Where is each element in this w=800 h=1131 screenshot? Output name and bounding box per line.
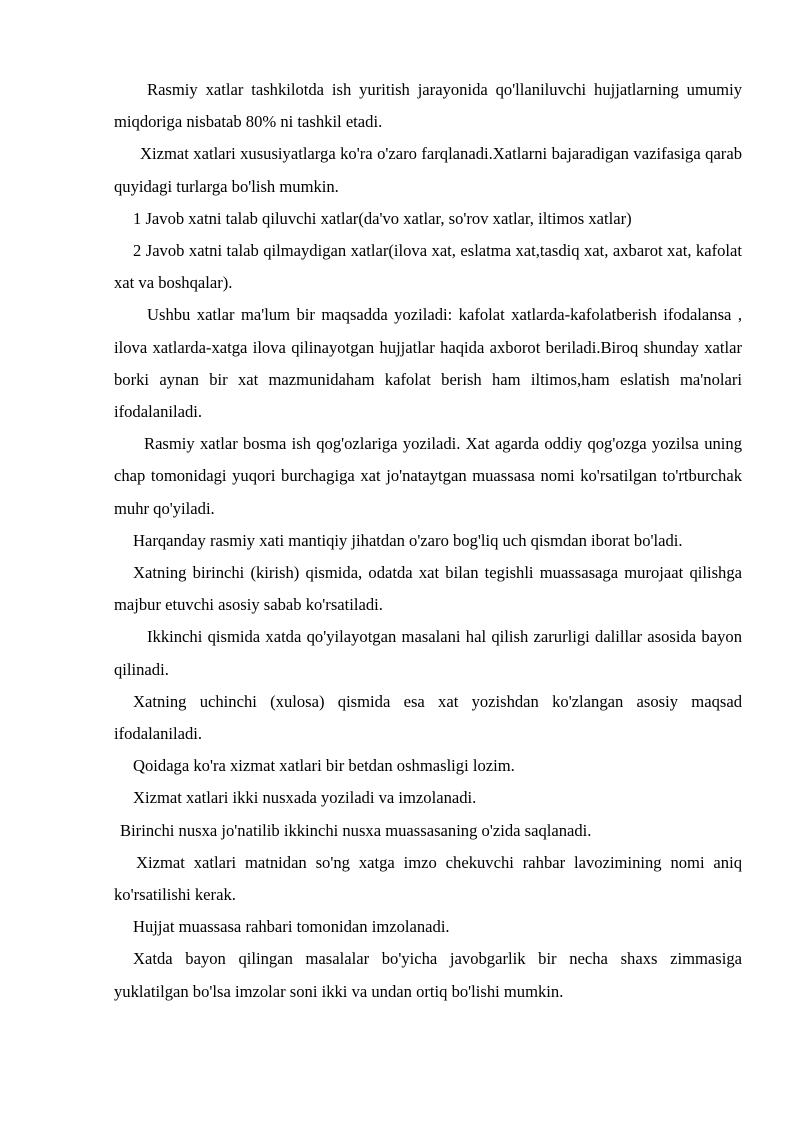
paragraph-13: Birinchi nusxa jo'natilib ikkinchi nusxa muassasaning o'zida saqlanadi. [120,820,592,840]
paragraph-9: Ikkinchi qismida xatda qo'yilayotgan masalani hal qilish zarurligi dalillar asosida bayon qilinadi. [114,627,742,679]
paragraph-2: Xizmat xatlari xususiyatlarga ko'ra o'zaro farqlanadi.Xatlarni bajaradigan vazifasiga qarab quyidagi turlarga bo'lish mumkin. [114,144,742,196]
paragraph-12: Xizmat xatlari ikki nusxada yoziladi va imzolanadi. [133,788,477,808]
paragraph-3: 1 Javob xatni talab qiluvchi xatlar(da'vo xatlar, so'rov xatlar, iltimos xatlar) [133,208,632,228]
document-body [114,74,742,1008]
paragraph-4: 2 Javob xatni talab qilmaydigan xatlar(ilova xat, eslatma xat,tasdiq xat, axbarot xat, kafolat xat va boshqalar). [114,241,742,293]
paragraph-8: Xatning birinchi (kirish) qismida, odatda xat bilan tegishli muassasaga murojaat qilishga majbur etuvchi asosiy sabab ko'rsatiladi. [114,563,742,615]
paragraph-15: Hujjat muassasa rahbari tomonidan imzolanadi. [133,917,450,937]
paragraph-1: Rasmiy xatlar tashkilotda ish yuritish jarayonida qo'llaniluvchi hujjatlarning umumiy miqdoriga nisbatab 80% ni tashkil etadi. [114,80,742,132]
paragraph-16: Xatda bayon qilingan masalalar bo'yicha javobgarlik bir necha shaxs zimmasiga yuklatilgan bo'lsa imzolar soni ikki va undan ortiq bo'lishi mumkin. [114,949,742,1001]
paragraph-5: Ushbu xatlar ma'lum bir maqsadda yoziladi: kafolat xatlarda-kafolatberish ifodalansa , ilova xatlarda-xatga ilova qilinayotgan hujjatlar haqida axborot beriladi.Biroq shunday xatlar borki aynan bir xat mazmunidaham kafolat berish ham iltimos,ham eslatish ma'nolari ifodalaniladi. [114,305,742,422]
paragraph-6: Rasmiy xatlar bosma ish qog'ozlariga yoziladi. Xat agarda oddiy qog'ozga yozilsa uning chap tomonidagi yuqori burchagiga xat jo'nataytgan muassasa nomi ko'rsatilgan to'rtburchak muhr qo'yiladi. [114,434,742,518]
paragraph-11: Qoidaga ko'ra xizmat xatlari bir betdan oshmasligi lozim. [133,756,515,776]
paragraph-14: Xizmat xatlari matnidan so'ng xatga imzo chekuvchi rahbar lavozimining nomi aniq ko'rsatilishi kerak. [114,852,742,905]
paragraph-10: Xatning uchinchi (xulosa) qismida esa xat yozishdan ko'zlangan asosiy maqsad ifodalaniladi. [114,691,742,744]
paragraph-7: Harqanday rasmiy xati mantiqiy jihatdan o'zaro bog'liq uch qismdan iborat bo'ladi. [133,530,683,550]
